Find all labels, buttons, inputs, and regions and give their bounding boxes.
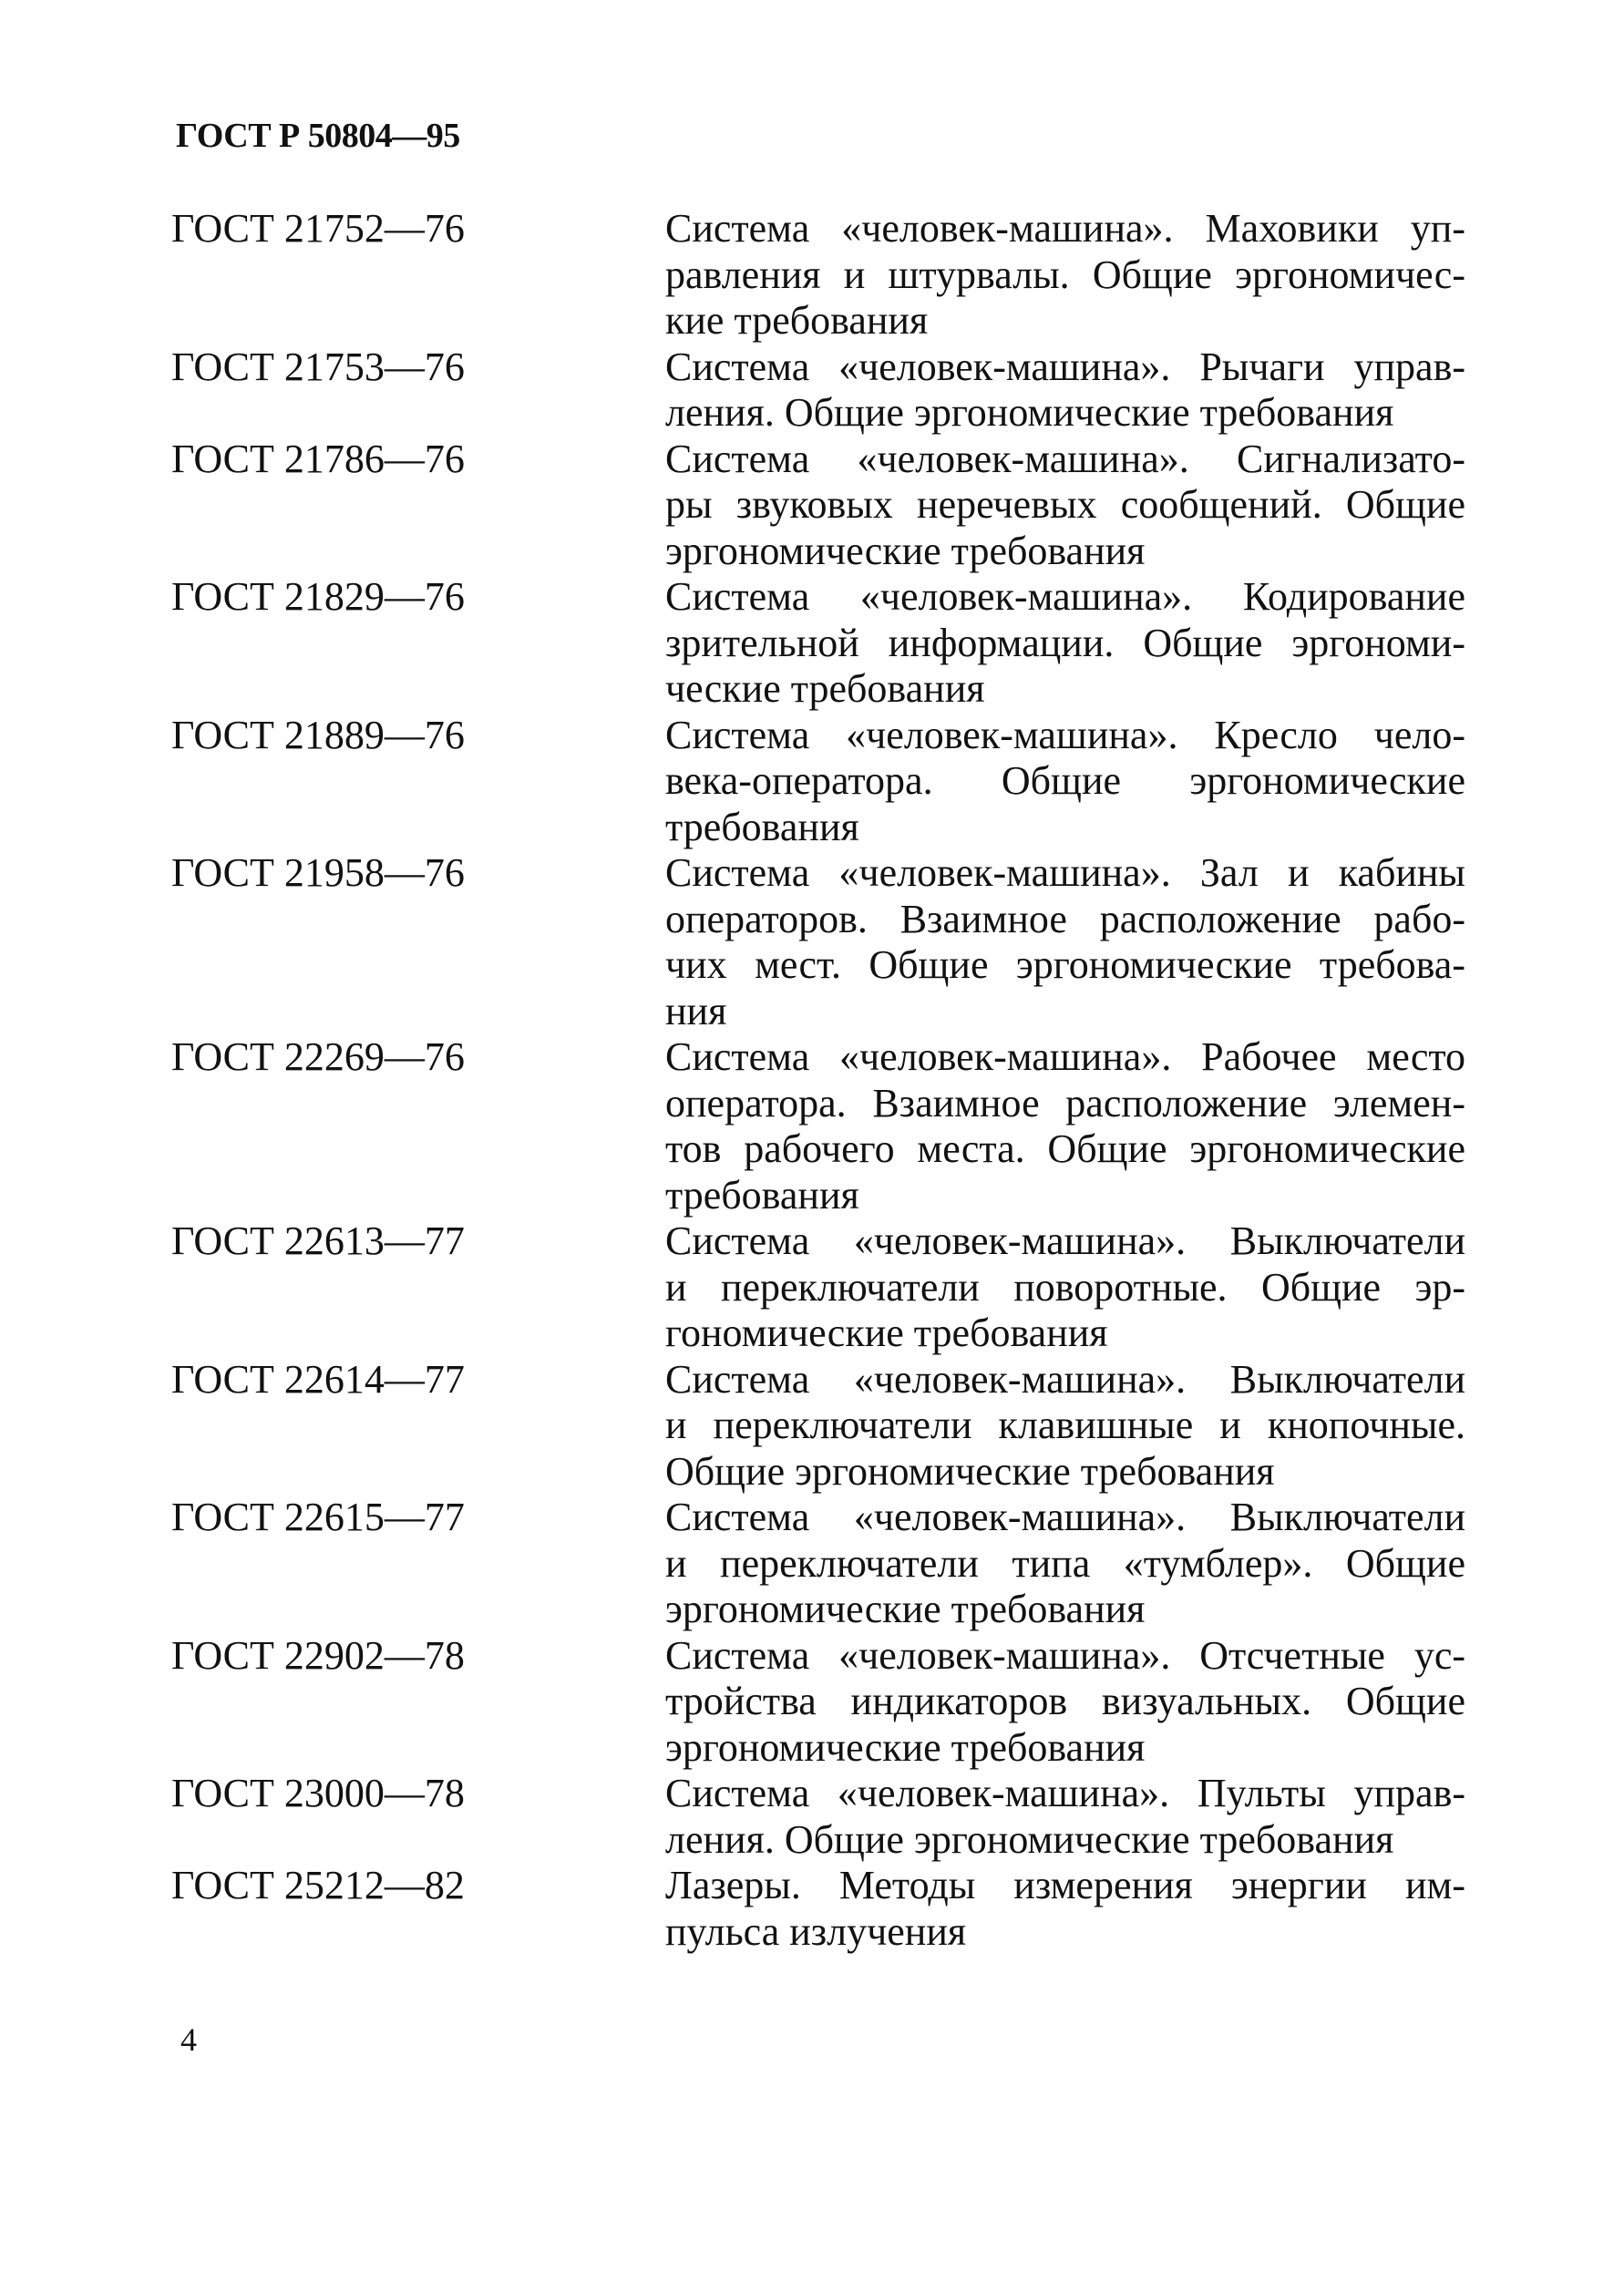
standard-title-line: чих мест. Общие эргономические требова- bbox=[665, 942, 1465, 987]
reference-entry bbox=[171, 850, 1465, 1034]
reference-entry bbox=[171, 713, 1465, 851]
standard-title bbox=[665, 850, 1465, 1034]
standard-title-line: Система «человек-машина». Выключатели bbox=[665, 1218, 1465, 1263]
reference-entry bbox=[171, 1034, 1465, 1218]
standard-title-line: Система «человек-машина». Зал и кабины bbox=[665, 850, 1465, 895]
standard-title-line: Система «человек-машина». Пульты управ- bbox=[665, 1771, 1465, 1815]
standard-code: ГОСТ 21786—76 bbox=[171, 436, 465, 481]
standard-code: ГОСТ 22615—77 bbox=[171, 1495, 465, 1539]
reference-entry bbox=[171, 1633, 1465, 1772]
standard-title-line: требования bbox=[665, 1172, 859, 1218]
standard-title-line: ческие требования bbox=[665, 666, 985, 711]
standard-title-line: гономические требования bbox=[665, 1311, 1108, 1355]
standard-title-line: Общие эргономические требования bbox=[665, 1448, 1275, 1494]
standard-title-line: тройства индикаторов визуальных. Общие bbox=[665, 1679, 1465, 1723]
standard-code: ГОСТ 21889—76 bbox=[171, 712, 465, 757]
standard-title bbox=[665, 1633, 1465, 1772]
standard-title-line: ления. Общие эргономические требования bbox=[665, 390, 1394, 435]
standard-title-line: эргономические требования bbox=[665, 1587, 1146, 1631]
normative-references-list bbox=[171, 206, 1465, 1955]
standard-title bbox=[665, 206, 1465, 344]
reference-entry bbox=[171, 1218, 1465, 1357]
standard-code: ГОСТ 21829—76 bbox=[171, 574, 465, 619]
standard-title-line: оператора. Взаимное расположение элемен- bbox=[665, 1080, 1465, 1126]
standard-title-line: эргономические требования bbox=[665, 528, 1146, 573]
standard-code: ГОСТ 21753—76 bbox=[171, 344, 465, 389]
standard-title-line: ния bbox=[665, 988, 727, 1033]
standard-title-line: Лазеры. Методы измерения энергии им- bbox=[665, 1863, 1465, 1907]
document-header: ГОСТ Р 50804—95 bbox=[176, 117, 460, 155]
standard-title-line: и переключатели клавишные и кнопочные. bbox=[665, 1403, 1465, 1447]
standard-code: ГОСТ 21752—76 bbox=[171, 206, 465, 251]
standard-title-line: зрительной информации. Общие эргономи- bbox=[665, 620, 1465, 665]
standard-title-line: равления и штурвалы. Общие эргономичес- bbox=[665, 252, 1465, 297]
standard-title-line: Система «человек-машина». Выключатели bbox=[665, 1356, 1465, 1402]
standard-title bbox=[665, 1495, 1465, 1633]
page-number: 4 bbox=[180, 2021, 197, 2058]
standard-code: ГОСТ 22613—77 bbox=[171, 1218, 465, 1263]
standard-code: ГОСТ 22269—76 bbox=[171, 1034, 465, 1079]
standard-title-line: Система «человек-машина». Рычаги управ- bbox=[665, 344, 1465, 389]
standard-code: ГОСТ 23000—78 bbox=[171, 1771, 465, 1815]
standard-title-line: ления. Общие эргономические требования bbox=[665, 1816, 1394, 1862]
standard-title-line: операторов. Взаимное расположение рабо- bbox=[665, 896, 1465, 941]
reference-entry bbox=[171, 574, 1465, 713]
standard-title-line: Система «человек-машина». Выключатели bbox=[665, 1495, 1465, 1539]
reference-entry bbox=[171, 1771, 1465, 1863]
standard-title-line: Система «человек-машина». Маховики уп- bbox=[665, 206, 1465, 251]
standard-title-line: Система «человек-машина». Рабочее место bbox=[665, 1034, 1465, 1079]
standard-title bbox=[665, 1863, 1465, 1955]
standard-title-line: Система «человек-машина». Кодирование bbox=[665, 574, 1465, 619]
reference-entry bbox=[171, 437, 1465, 575]
standard-title-line: и переключатели типа «тумблер». Общие bbox=[665, 1540, 1465, 1586]
standard-title-line: Система «человек-машина». Кресло чело- bbox=[665, 712, 1465, 757]
standard-title-line: кие требования bbox=[665, 298, 929, 343]
reference-entry bbox=[171, 1863, 1465, 1955]
standard-title bbox=[665, 344, 1465, 437]
standard-code: ГОСТ 22902—78 bbox=[171, 1632, 465, 1678]
reference-entry bbox=[171, 1495, 1465, 1633]
standard-title bbox=[665, 437, 1465, 575]
standard-title-line: требования bbox=[665, 804, 859, 849]
standard-title-line: века-оператора. Общие эргономические bbox=[665, 758, 1465, 803]
standard-code: ГОСТ 25212—82 bbox=[171, 1863, 465, 1907]
standard-title bbox=[665, 1034, 1465, 1218]
standard-code: ГОСТ 21958—76 bbox=[171, 850, 465, 895]
standard-title bbox=[665, 1218, 1465, 1357]
standard-title-line: Система «человек-машина». Отсчетные ус- bbox=[665, 1632, 1465, 1678]
reference-entry bbox=[171, 344, 1465, 437]
standard-title bbox=[665, 713, 1465, 851]
standard-title-line: ры звуковых неречевых сообщений. Общие bbox=[665, 482, 1465, 527]
standard-title-line: пульса излучения bbox=[665, 1908, 967, 1954]
standard-title-line: эргономические требования bbox=[665, 1724, 1146, 1770]
standard-title bbox=[665, 1771, 1465, 1863]
standard-title bbox=[665, 574, 1465, 713]
standard-title-line: тов рабочего места. Общие эргономические bbox=[665, 1126, 1465, 1171]
reference-entry bbox=[171, 1357, 1465, 1496]
standard-code: ГОСТ 22614—77 bbox=[171, 1356, 465, 1402]
standard-title-line: и переключатели поворотные. Общие эр- bbox=[665, 1264, 1465, 1310]
standard-title bbox=[665, 1357, 1465, 1496]
standard-title-line: Система «человек-машина». Сигнализато- bbox=[665, 436, 1465, 481]
reference-entry bbox=[171, 206, 1465, 344]
